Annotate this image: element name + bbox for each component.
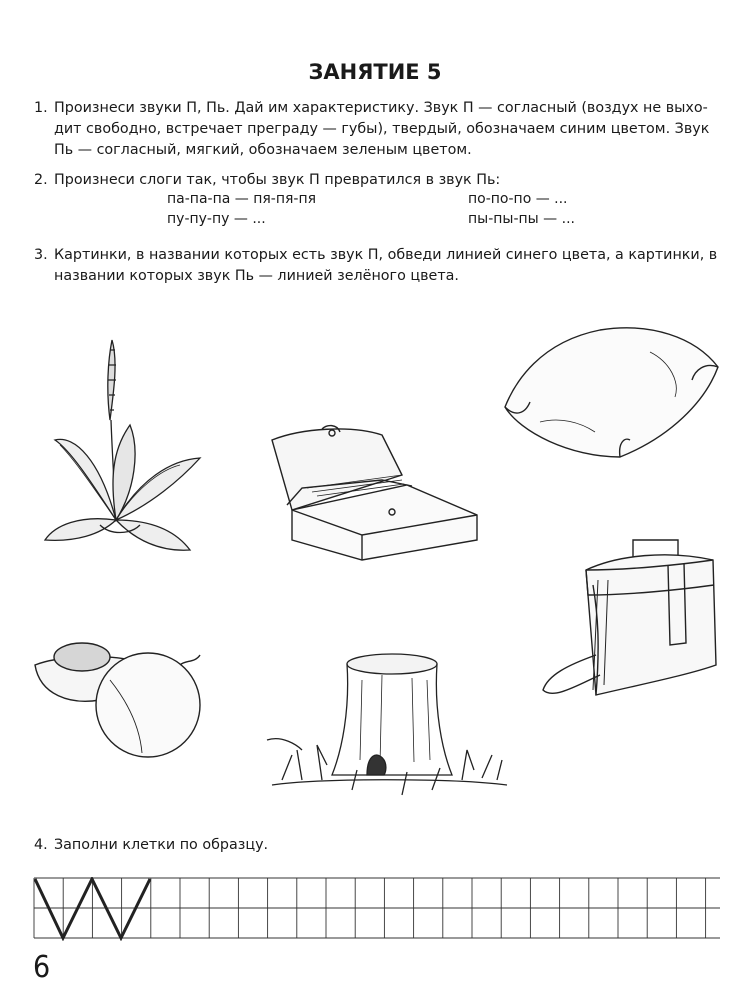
briefcase-picture[interactable] [538,535,720,715]
task-3-line-2: названии которых звук Пь — линией зелёного цвета. [54,268,459,284]
task-4 [34,835,724,856]
pencil-case-picture[interactable] [262,420,482,570]
plantain-picture[interactable] [40,330,210,560]
task-1-line-2: дит свободно, встречает преграду — губы), твердый, обозначаем синим цветом. Звук [54,121,710,137]
task-3 [34,245,724,287]
peach-picture[interactable] [30,635,210,760]
syllable-pu: пу-пу-пу — ... [167,211,266,227]
page-number: 6 [33,950,51,985]
syllable-po: по-по-по — ... [468,191,568,207]
task-1-line-1: Произнеси звуки П, Пь. Дай им характеристику. Звук П — согласный (воздух не выхо- [54,100,708,116]
stump-picture[interactable] [262,650,512,805]
writing-grid[interactable] [33,877,721,941]
task-1-line-3: Пь — согласный, мягкий, обозначаем зеленым цветом. [54,142,472,158]
task-3-line-1: Картинки, в названии которых есть звук П, обведи линией синего цвета, а картинки, в [54,247,718,263]
task-2-line-1: Произнеси слоги так, чтобы звук П превратился в звук Пь: [54,172,501,188]
task-1-number: 1. [34,100,48,116]
task-4-number: 4. [34,837,48,853]
task-3-number: 3. [34,247,48,263]
task-1 [34,98,724,161]
syllable-pa: па-па-па — пя-пя-пя [167,191,317,207]
task-2-number: 2. [34,172,48,188]
task-4-text: Заполни клетки по образцу. [54,837,269,853]
task-2 [34,170,724,191]
pillow-picture[interactable] [500,322,725,462]
lesson-title: ЗАНЯТИЕ 5 [308,60,442,84]
syllable-py: пы-пы-пы — ... [468,211,575,227]
